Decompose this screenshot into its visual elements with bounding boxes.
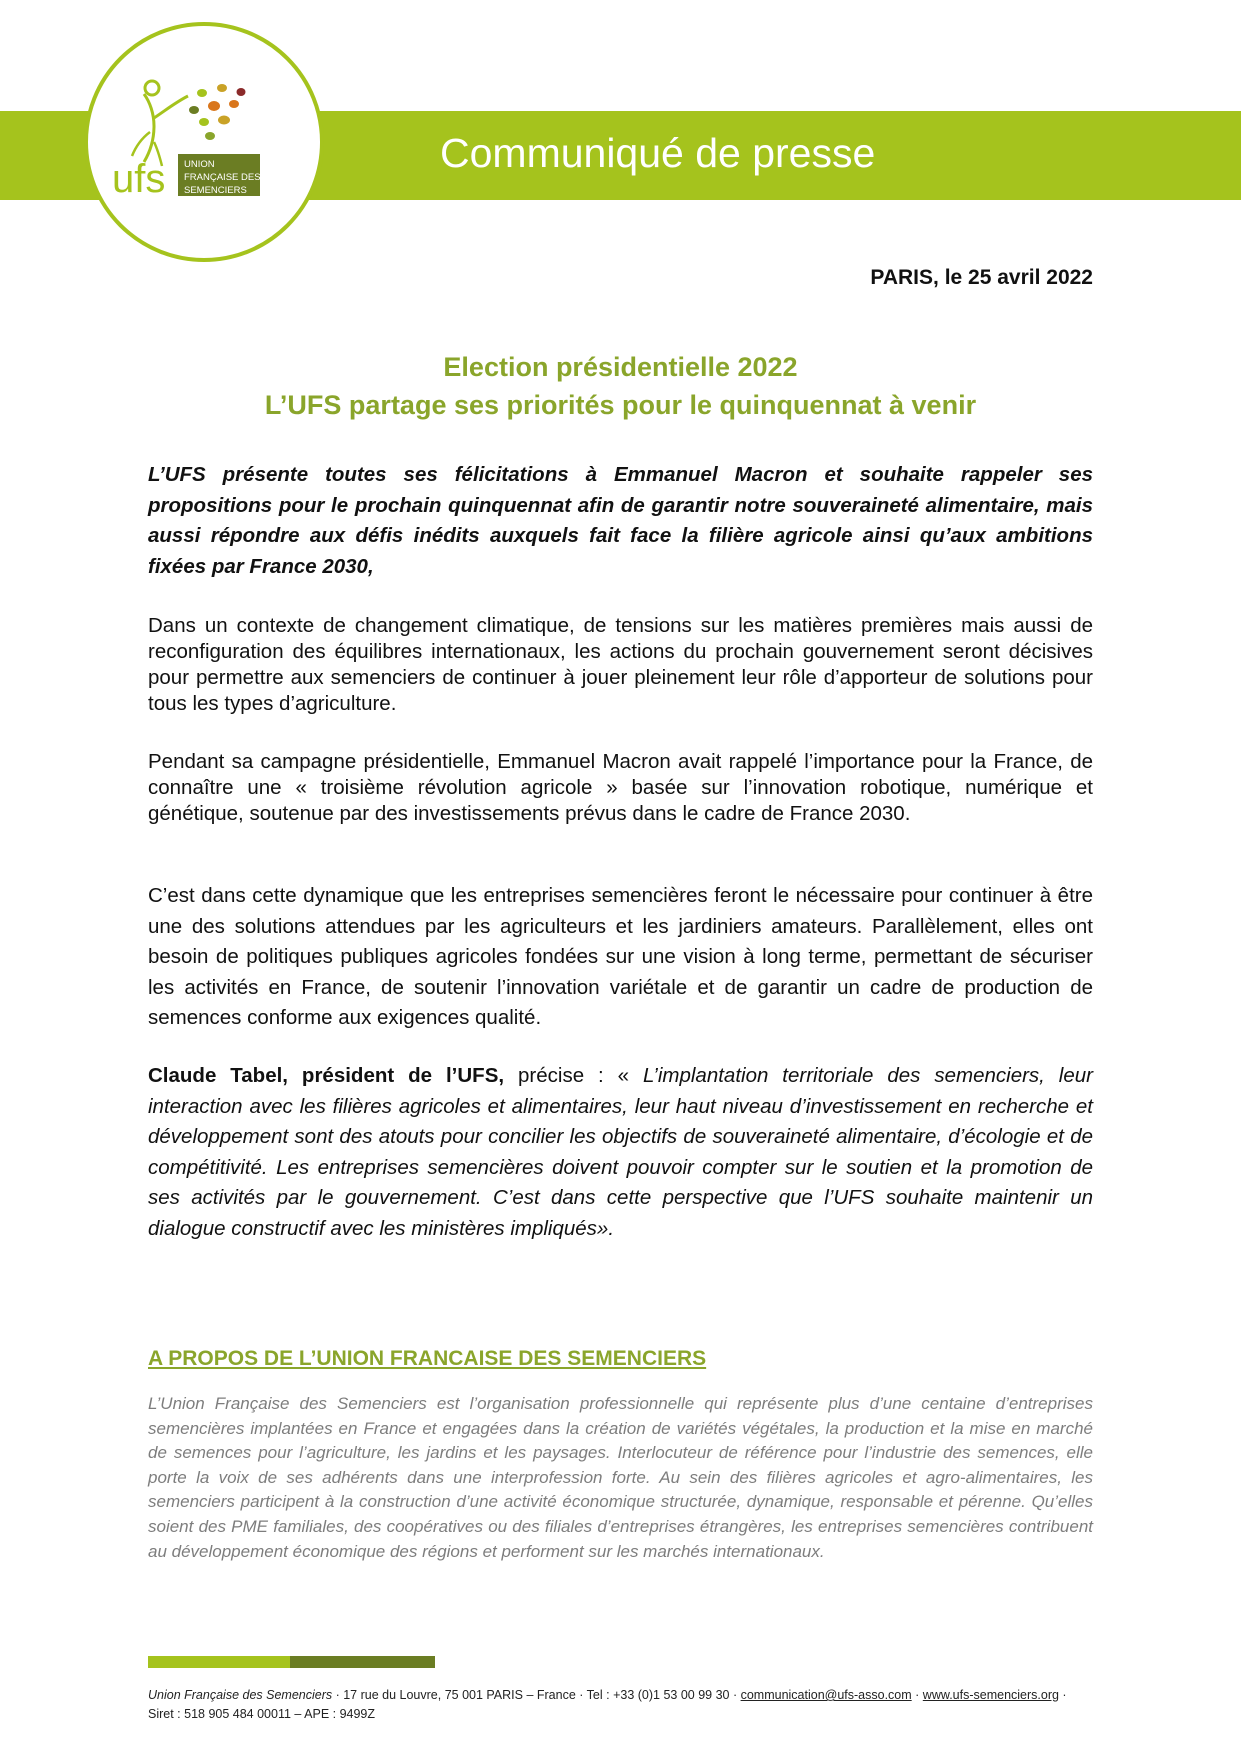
about-title: A PROPOS DE L’UNION FRANCAISE DES SEMENCIERS	[148, 1347, 707, 1370]
about-body: L’Union Française des Semenciers est l’organisation professionnelle qui représente plus d’une centaine d’entreprises semencières implantées en France et engagées dans la création de variétés végétales, la production et la mise en marché de semences pour l’agriculture, les jardins et les paysages. Interlocuteur de référence pour l’industrie des semences, elle porte la voix de ses adhérents dans une interprofession forte. Au sein des filières agricoles et agro-alimentaires, les semenciers participent à la construction d’une activité économique structurée, dynamique, responsable et pérenne. Qu’elles soient des PME familiales, des coopératives ou des filiales d’entreprises étrangères, les entreprises semencières contribuent au développement économique des régions et performent sur les marchés internationaux.	[148, 1394, 1093, 1561]
title-line-2: L’UFS partage ses priorités pour le quinquennat à venir	[264, 390, 977, 420]
footer-email-link[interactable]: communication@ufs-asso.com	[740, 1688, 912, 1702]
quote-speaker: Claude Tabel, président de l’UFS,	[148, 1064, 505, 1087]
paragraph-campaign: Pendant sa campagne présidentielle, Emmanuel Macron avait rappelé l’importance pour la France, de connaître une « troisième révolution agricole » basée sur l’innovation robotique, numérique et génétique, soutenue par des investissements prévus dans le cadre de France 2030.	[148, 750, 1093, 825]
footer-end: ·	[1058, 1688, 1067, 1702]
footer-line-2: Siret : 518 905 484 00011 – APE : 9499Z	[148, 1707, 376, 1721]
paragraph-context: Dans un contexte de changement climatique, de tensions sur les matières premières mais aussi de reconfiguration des équilibres internationaux, les actions du prochain gouvernement seront décisives pour permettre aux semenciers de continuer à jouer pleinement leur rôle d’apporteur de solutions pour tous les types d’agriculture.	[148, 614, 1093, 715]
logo-name-line2: FRANÇAISE DES	[184, 172, 261, 183]
logo-name-line3: SEMENCIERS	[184, 185, 247, 196]
ufs-logo	[84, 22, 324, 262]
title-line-1: Election présidentielle 2022	[443, 352, 798, 382]
paragraph-quote	[148, 1061, 1093, 1244]
quote-text: L’implantation territoriale des semenciers, leur interaction avec les filières agricoles et alimentaires, leur haut niveau d’investissement en recherche et développement sont des atouts pour concilier les objectifs de souveraineté alimentaire, d’écologie et de compétitivité. Les entreprises semencières doivent pouvoir compter sur le soutien et la promotion de ses activités par le gouvernement. C’est dans cette perspective que l’UFS souhaite maintenir un dialogue constructif avec les ministères impliqués».	[148, 1064, 1093, 1240]
footer	[148, 1686, 1067, 1724]
footer-line-1	[148, 1686, 1067, 1705]
quote-intro: précise : «	[504, 1064, 644, 1087]
footer-sep: ·	[911, 1688, 923, 1702]
footer-org: Union Française des Semenciers	[148, 1688, 333, 1702]
banner-title: Communiqué de presse	[440, 130, 876, 176]
paragraph-dynamics: C’est dans cette dynamique que les entreprises semencières feront le nécessaire pour continuer à être une des solutions attendues par les agriculteurs et les jardiniers amateurs. Parallèlement, elles ont besoin de politiques publiques agricoles fondées sur une vision à long terme, permettant de sécuriser les activités en France, de soutenir l’innovation variétale et de garantir un cadre de production de semences conforme aux exigences qualité.	[148, 884, 1093, 1029]
footer-bar-dark	[290, 1656, 435, 1668]
logo-name-line1: UNION	[184, 159, 215, 170]
date-line: PARIS, le 25 avril 2022	[870, 266, 1093, 289]
footer-address: · 17 rue du Louvre, 75 001 PARIS – France · Tel : +33 (0)1 53 00 99 30 ·	[332, 1688, 741, 1702]
press-release-title	[148, 348, 1093, 424]
footer-bar-light	[148, 1656, 290, 1668]
lead-paragraph: L’UFS présente toutes ses félicitations à Emmanuel Macron et souhaite rappeler ses propositions pour le prochain quinquennat afin de garantir notre souveraineté alimentaire, mais aussi répondre aux défis inédits auxquels fait face la filière agricole ainsi qu’aux ambitions fixées par France 2030,	[148, 463, 1093, 578]
footer-website-link[interactable]: www.ufs-semenciers.org	[922, 1688, 1059, 1702]
logo-acronym: ufs	[112, 157, 166, 201]
